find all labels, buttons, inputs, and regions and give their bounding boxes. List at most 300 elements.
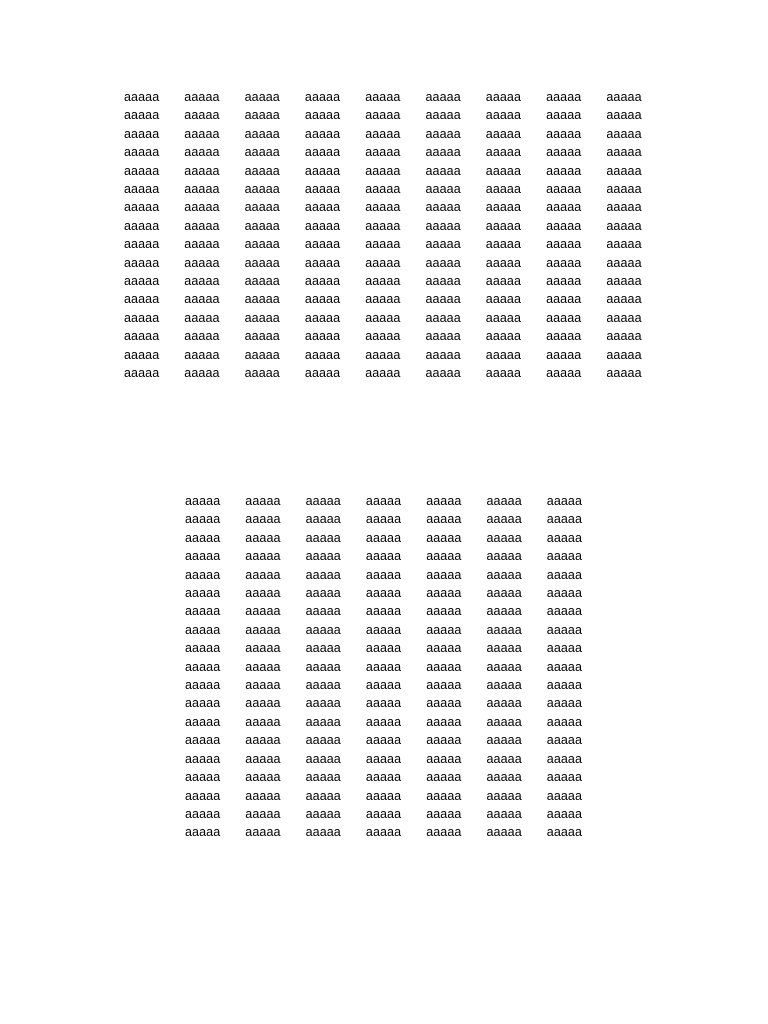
table-cell: aaaaa [606,182,642,197]
table-row [124,198,667,216]
table-cell: aaaaa [305,770,341,785]
table-cell: aaaaa [365,696,402,711]
table-cell: aaaaa [245,622,281,637]
table-cell: aaaaa [426,733,462,748]
table-row [185,731,607,749]
table-cell: aaaaa [486,733,522,748]
table-cell: aaaaa [365,347,401,362]
table-cell: aaaaa [425,126,461,141]
table-cell: aaaaa [365,714,402,729]
table-cell: aaaaa [546,622,583,637]
table-row [124,162,667,180]
table-cell: aaaaa [365,494,402,508]
table-cell: aaaaa [486,567,522,582]
table-cell: aaaaa [305,549,341,564]
table-cell: aaaaa [185,586,221,601]
table-cell: aaaaa [124,329,160,344]
table-cell: aaaaa [245,714,281,729]
table-cell: aaaaa [485,218,522,233]
table-row [185,510,607,528]
table-cell: aaaaa [485,108,522,123]
table-row [185,823,607,841]
table-cell: aaaaa [486,825,522,840]
table-cell: aaaaa [244,292,280,307]
table-cell: aaaaa [304,126,341,141]
table-cell: aaaaa [305,714,341,729]
table-row [124,254,667,272]
table-cell: aaaaa [305,678,341,693]
table-cell: aaaaa [305,659,341,674]
table-cell: aaaaa [365,825,402,840]
table-cell: aaaaa [546,274,582,289]
table-cell: aaaaa [245,733,281,748]
table-cell: aaaaa [245,530,281,545]
table-cell: aaaaa [244,108,280,123]
table-cell: aaaaa [185,604,221,619]
table-cell: aaaaa [546,530,583,545]
table-cell: aaaaa [425,108,461,123]
table-cell: aaaaa [365,549,402,564]
table-cell: aaaaa [485,163,522,178]
table-cell: aaaaa [546,733,583,748]
table-row [124,327,667,345]
table-cell: aaaaa [546,347,582,362]
table-cell: aaaaa [606,329,642,344]
table-cell: aaaaa [485,310,522,325]
table-cell: aaaaa [124,292,160,307]
table-cell: aaaaa [365,788,402,803]
table-row [185,658,607,676]
table-cell: aaaaa [485,182,522,197]
table-cell: aaaaa [546,604,583,619]
table-row [185,602,607,620]
table-cell: aaaaa [485,347,522,362]
table-cell: aaaaa [426,659,462,674]
table-cell: aaaaa [305,622,341,637]
table-cell: aaaaa [486,751,522,766]
table-cell: aaaaa [185,696,221,711]
table-cell: aaaaa [426,751,462,766]
table-cell: aaaaa [426,567,462,582]
table-cell: aaaaa [185,659,221,674]
table-cell: aaaaa [244,347,280,362]
table-cell: aaaaa [485,90,522,104]
table-cell: aaaaa [184,310,220,325]
table-cell: aaaaa [305,604,341,619]
table-cell: aaaaa [365,733,402,748]
table-cell: aaaaa [184,200,220,215]
table-cell: aaaaa [546,366,582,381]
table-cell: aaaaa [486,512,522,527]
table-cell: aaaaa [305,586,341,601]
table-cell: aaaaa [184,126,220,141]
table-cell: aaaaa [184,108,220,123]
table-row [124,217,667,235]
table-cell: aaaaa [305,512,341,527]
table-cell: aaaaa [546,145,582,160]
table-cell: aaaaa [365,292,401,307]
table-cell: aaaaa [546,512,583,527]
table-cell: aaaaa [485,366,522,381]
table-row [124,125,667,143]
table-row [185,805,607,823]
table-cell: aaaaa [365,512,402,527]
table-cell: aaaaa [185,567,221,582]
table-cell: aaaaa [546,237,582,252]
table-cell: aaaaa [546,255,582,270]
table-cell: aaaaa [426,604,462,619]
table-cell: aaaaa [485,200,522,215]
table-row [124,88,667,106]
table-cell: aaaaa [426,512,462,527]
table-cell: aaaaa [244,218,280,233]
table-cell: aaaaa [304,218,341,233]
table-cell: aaaaa [365,182,401,197]
table-cell: aaaaa [486,604,522,619]
table-cell: aaaaa [426,714,462,729]
table-cell: aaaaa [486,494,522,508]
table-cell: aaaaa [546,549,583,564]
table-cell: aaaaa [486,586,522,601]
table-cell: aaaaa [606,108,642,123]
table-cell: aaaaa [304,163,341,178]
table-cell: aaaaa [245,770,281,785]
table-cell: aaaaa [245,512,281,527]
table-cell: aaaaa [485,329,522,344]
table-row [185,529,607,547]
table-cell: aaaaa [244,163,280,178]
table-cell: aaaaa [365,366,401,381]
table-cell: aaaaa [124,108,160,123]
table-cell: aaaaa [184,145,220,160]
table-cell: aaaaa [185,512,221,527]
table-cell: aaaaa [184,218,220,233]
table-cell: aaaaa [546,200,582,215]
table-cell: aaaaa [546,696,583,711]
table-cell: aaaaa [244,126,280,141]
table-cell: aaaaa [365,237,401,252]
table-cell: aaaaa [244,90,280,104]
table-cell: aaaaa [245,641,281,656]
table-cell: aaaaa [365,622,402,637]
table-cell: aaaaa [426,788,462,803]
table-cell: aaaaa [546,163,582,178]
table-cell: aaaaa [426,678,462,693]
table-cell: aaaaa [245,825,281,840]
table-cell: aaaaa [485,255,522,270]
table-cell: aaaaa [546,751,583,766]
table-cell: aaaaa [245,604,281,619]
table-cell: aaaaa [426,622,462,637]
table-row [185,713,607,731]
table-row [124,272,667,290]
table-cell: aaaaa [184,90,220,104]
table-cell: aaaaa [185,714,221,729]
table-cell: aaaaa [426,770,462,785]
table-row [185,750,607,768]
table-cell: aaaaa [305,696,341,711]
table-cell: aaaaa [606,200,642,215]
table-cell: aaaaa [365,126,401,141]
table-cell: aaaaa [546,770,583,785]
table-cell: aaaaa [425,366,461,381]
table-cell: aaaaa [304,182,341,197]
table-cell: aaaaa [546,788,583,803]
table-cell: aaaaa [124,255,160,270]
table-cell: aaaaa [486,696,522,711]
table-cell: aaaaa [546,567,583,582]
table-cell: aaaaa [486,788,522,803]
table-cell: aaaaa [245,567,281,582]
table-row [185,547,607,565]
table-cell: aaaaa [305,641,341,656]
table-cell: aaaaa [124,347,160,362]
table-row [185,584,607,602]
table-row [185,621,607,639]
table-cell: aaaaa [185,733,221,748]
table-cell: aaaaa [606,255,642,270]
table-cell: aaaaa [244,145,280,160]
table-cell: aaaaa [365,604,402,619]
table-cell: aaaaa [244,200,280,215]
table-cell: aaaaa [305,733,341,748]
table-cell: aaaaa [426,494,462,508]
table-cell: aaaaa [184,292,220,307]
table-cell: aaaaa [426,586,462,601]
table-cell: aaaaa [124,90,160,104]
table-cell: aaaaa [185,751,221,766]
table-cell: aaaaa [184,274,220,289]
table-cell: aaaaa [304,108,341,123]
table-cell: aaaaa [305,825,341,840]
table-cell: aaaaa [124,274,160,289]
table-cell: aaaaa [606,274,642,289]
table-cell: aaaaa [365,678,402,693]
table-cell: aaaaa [124,182,160,197]
table-row [185,768,607,786]
table-cell: aaaaa [184,237,220,252]
table-row [124,235,667,253]
table-cell: aaaaa [606,237,642,252]
table-cell: aaaaa [485,292,522,307]
table-cell: aaaaa [365,641,402,656]
table-cell: aaaaa [245,751,281,766]
table-cell: aaaaa [185,678,221,693]
table-cell: aaaaa [365,567,402,582]
table-cell: aaaaa [486,678,522,693]
table-row [185,676,607,694]
table-cell: aaaaa [485,145,522,160]
table-cell: aaaaa [244,182,280,197]
table-cell: aaaaa [425,310,461,325]
table-cell: aaaaa [304,237,341,252]
table-cell: aaaaa [184,366,220,381]
table-bottom [185,492,607,842]
table-cell: aaaaa [184,163,220,178]
table-cell: aaaaa [425,329,461,344]
table-row [124,106,667,124]
table-cell: aaaaa [365,90,401,104]
table-cell: aaaaa [304,255,341,270]
table-cell: aaaaa [606,126,642,141]
table-cell: aaaaa [365,145,401,160]
table-cell: aaaaa [546,310,582,325]
table-cell: aaaaa [425,292,461,307]
table-cell: aaaaa [244,329,280,344]
table-cell: aaaaa [546,90,582,104]
table-cell: aaaaa [124,366,160,381]
table-cell: aaaaa [486,806,522,821]
table-cell: aaaaa [365,163,401,178]
table-cell: aaaaa [486,770,522,785]
table-cell: aaaaa [365,530,402,545]
table-cell: aaaaa [305,751,341,766]
table-cell: aaaaa [485,237,522,252]
table-cell: aaaaa [304,274,341,289]
table-cell: aaaaa [304,329,341,344]
table-cell: aaaaa [304,310,341,325]
table-cell: aaaaa [606,310,642,325]
table-cell: aaaaa [606,90,642,104]
table-cell: aaaaa [304,200,341,215]
table-cell: aaaaa [546,108,582,123]
table-cell: aaaaa [425,237,461,252]
table-cell: aaaaa [426,549,462,564]
table-cell: aaaaa [185,530,221,545]
table-cell: aaaaa [124,126,160,141]
table-cell: aaaaa [606,145,642,160]
table-row [185,787,607,805]
table-cell: aaaaa [304,292,341,307]
table-cell: aaaaa [305,530,341,545]
table-cell: aaaaa [546,292,582,307]
table-cell: aaaaa [606,218,642,233]
table-cell: aaaaa [305,806,341,821]
table-cell: aaaaa [485,274,522,289]
table-cell: aaaaa [124,218,160,233]
table-row [124,180,667,198]
table-cell: aaaaa [426,641,462,656]
table-cell: aaaaa [486,641,522,656]
table-cell: aaaaa [606,347,642,362]
table-cell: aaaaa [305,788,341,803]
table-cell: aaaaa [486,714,522,729]
table-cell: aaaaa [546,825,583,840]
table-cell: aaaaa [426,696,462,711]
table-cell: aaaaa [426,806,462,821]
table-cell: aaaaa [365,200,401,215]
table-cell: aaaaa [245,659,281,674]
table-cell: aaaaa [304,347,341,362]
table-row [124,364,667,382]
table-cell: aaaaa [244,237,280,252]
table-cell: aaaaa [425,145,461,160]
table-cell: aaaaa [365,586,402,601]
table-row [124,309,667,327]
table-row [124,143,667,161]
table-row [124,290,667,308]
table-cell: aaaaa [245,494,281,508]
table-cell: aaaaa [546,806,583,821]
table-cell: aaaaa [486,549,522,564]
table-cell: aaaaa [546,329,582,344]
table-cell: aaaaa [124,237,160,252]
table-cell: aaaaa [244,310,280,325]
table-cell: aaaaa [124,200,160,215]
table-cell: aaaaa [184,347,220,362]
table-cell: aaaaa [304,145,341,160]
table-cell: aaaaa [425,182,461,197]
table-cell: aaaaa [185,641,221,656]
table-cell: aaaaa [365,274,401,289]
table-cell: aaaaa [245,788,281,803]
table-cell: aaaaa [365,770,402,785]
table-cell: aaaaa [425,274,461,289]
table-cell: aaaaa [245,696,281,711]
table-cell: aaaaa [365,255,401,270]
table-cell: aaaaa [426,825,462,840]
table-cell: aaaaa [185,549,221,564]
table-cell: aaaaa [546,586,583,601]
table-cell: aaaaa [124,145,160,160]
table-cell: aaaaa [365,751,402,766]
table-cell: aaaaa [244,255,280,270]
table-cell: aaaaa [185,806,221,821]
table-cell: aaaaa [244,366,280,381]
table-cell: aaaaa [546,494,583,508]
table-cell: aaaaa [185,622,221,637]
table-cell: aaaaa [425,90,461,104]
table-cell: aaaaa [305,494,341,508]
table-cell: aaaaa [365,218,401,233]
table-cell: aaaaa [245,678,281,693]
table-top [124,88,667,383]
table-cell: aaaaa [546,714,583,729]
table-bottom-body [185,492,607,842]
table-cell: aaaaa [245,549,281,564]
table-cell: aaaaa [304,366,341,381]
table-cell: aaaaa [425,218,461,233]
table-cell: aaaaa [304,90,341,104]
table-cell: aaaaa [245,806,281,821]
table-cell: aaaaa [365,310,401,325]
table-cell: aaaaa [365,659,402,674]
table-cell: aaaaa [606,366,642,381]
table-cell: aaaaa [185,770,221,785]
table-cell: aaaaa [365,108,401,123]
table-cell: aaaaa [606,292,642,307]
table-cell: aaaaa [184,182,220,197]
table-row [185,566,607,584]
table-cell: aaaaa [185,825,221,840]
table-cell: aaaaa [365,806,402,821]
table-row [185,492,607,510]
table-cell: aaaaa [546,182,582,197]
table-cell: aaaaa [425,200,461,215]
table-cell: aaaaa [184,329,220,344]
table-top-body [124,88,667,383]
table-cell: aaaaa [305,567,341,582]
table-cell: aaaaa [124,163,160,178]
table-cell: aaaaa [486,530,522,545]
table-cell: aaaaa [185,494,221,508]
table-cell: aaaaa [546,218,582,233]
table-cell: aaaaa [546,678,583,693]
table-cell: aaaaa [185,788,221,803]
table-cell: aaaaa [365,329,401,344]
table-cell: aaaaa [486,659,522,674]
table-cell: aaaaa [426,530,462,545]
